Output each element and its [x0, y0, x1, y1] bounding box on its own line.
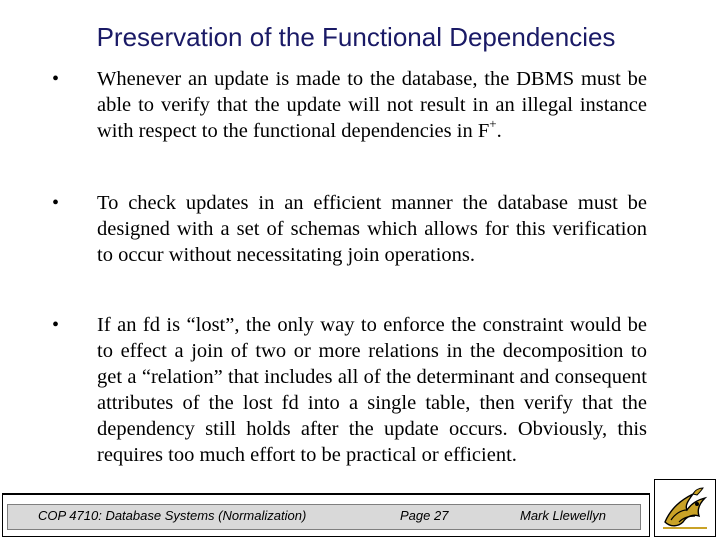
logo-frame: [654, 479, 716, 537]
bullet-marker: •: [52, 314, 60, 336]
slide-title: Preservation of the Functional Dependencies: [96, 22, 616, 52]
footer-bar: [2, 493, 650, 537]
footer-course: COP 4710: Database Systems (Normalization): [38, 508, 307, 523]
footer-band: [7, 504, 641, 530]
bullet-text: [97, 66, 647, 144]
bullet-text-end: .: [496, 120, 502, 142]
superscript-plus: +: [489, 116, 497, 132]
bullet-text: If an fd is “lost”, the only way to enforce the constraint would be to effect a join of two or more relations in the decomposition to get a “relation” that includes all of the determinant and consequent attributes of the lost fd into a single table, then verify that the dependency still holds after the update occurs. Obviously, this requires too much effort to be practical or efficient.: [97, 314, 647, 466]
footer-page-number: Page 27: [400, 508, 449, 523]
footer-author: Mark Llewellyn: [520, 508, 606, 523]
bullet-marker: •: [52, 192, 60, 214]
bullet-marker: •: [52, 68, 60, 90]
ucf-pegasus-logo-icon: [657, 482, 713, 534]
bullet-text-main: Whenever an update is made to the database, the DBMS must be able to verify that the update will not result in an illegal instance with respect to the functional dependencies in F: [97, 68, 647, 142]
bullet-text: To check updates in an efficient manner the database must be designed with a set of schemas which allows for this verification to occur without necessitating join operations.: [97, 192, 647, 266]
